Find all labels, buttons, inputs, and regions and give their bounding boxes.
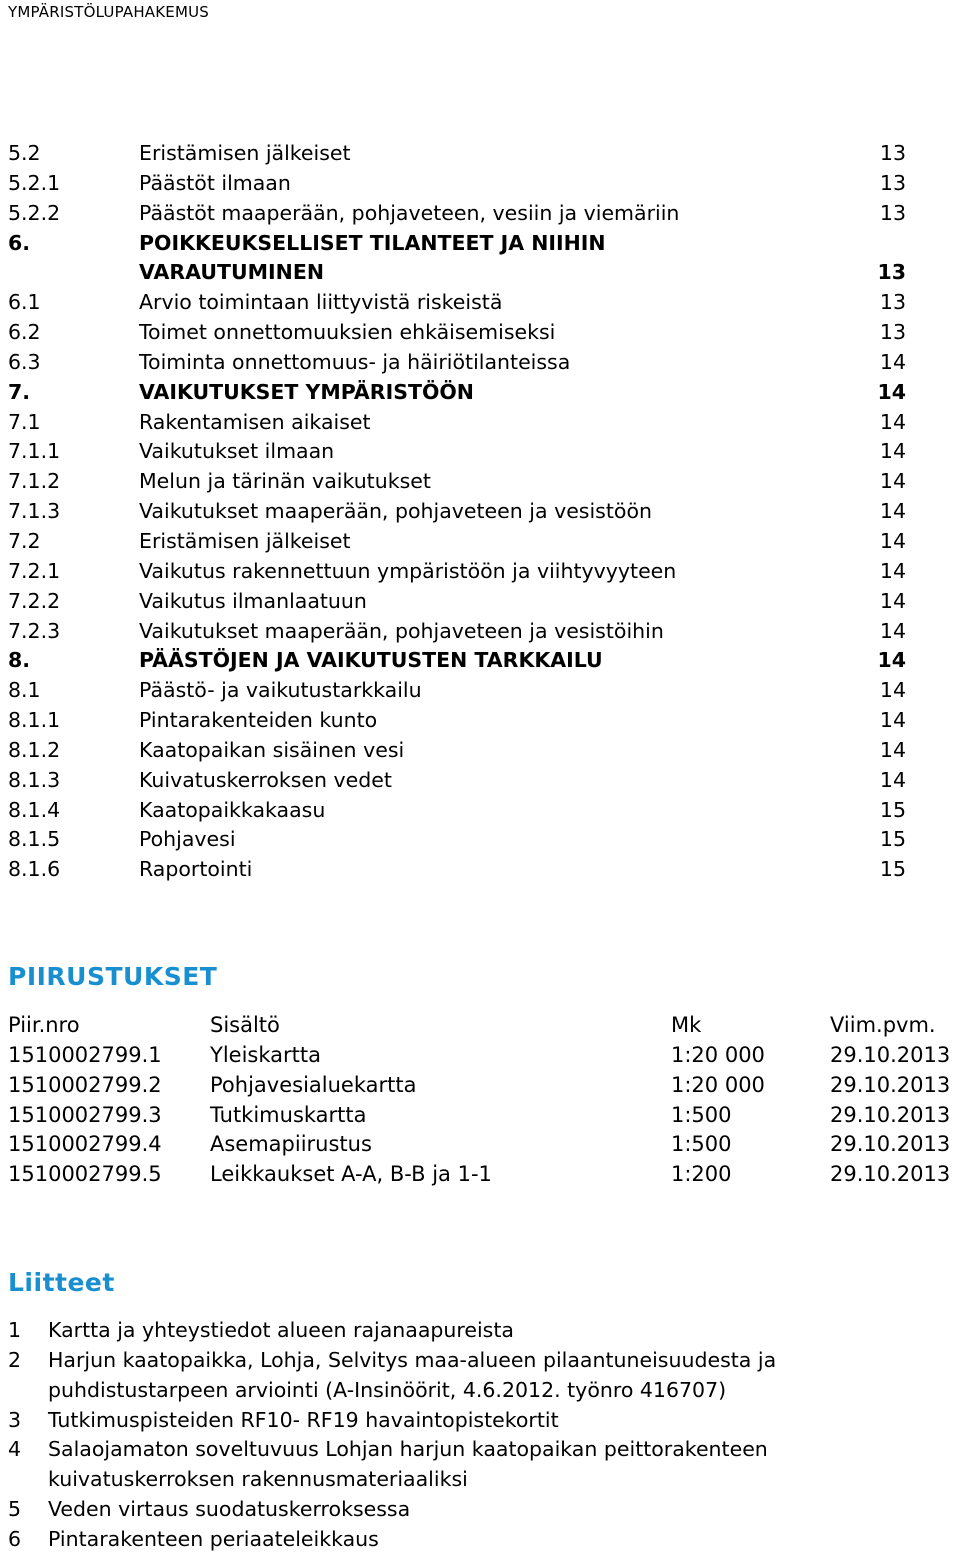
toc-entry-title: Arvio toimintaan liittyvistä riskeistä xyxy=(139,290,503,315)
table-row xyxy=(8,1130,960,1160)
toc-entry xyxy=(8,169,906,199)
toc-entry xyxy=(8,527,906,557)
drawing-number: 1510002799.5 xyxy=(8,1162,162,1187)
toc-entry-page: 14 xyxy=(877,379,906,404)
list-item xyxy=(8,1346,908,1406)
drawing-number: 1510002799.2 xyxy=(8,1072,162,1097)
drawings-heading: PIIRUSTUKSET xyxy=(8,962,218,991)
toc-entry-number: 7.2.3 xyxy=(8,618,61,643)
table-of-contents xyxy=(8,139,906,885)
toc-entry-number: 7.1 xyxy=(8,409,41,434)
toc-entry xyxy=(8,229,906,289)
toc-entry-page: 14 xyxy=(879,558,906,583)
toc-entry-title: Eristämisen jälkeiset xyxy=(139,141,351,165)
toc-entry-title: Rakentamisen aikaiset xyxy=(139,409,371,434)
toc-entry xyxy=(8,318,906,348)
toc-entry-number: 7.2.2 xyxy=(8,588,61,613)
toc-entry xyxy=(8,497,906,527)
toc-entry-title: Eristämisen jälkeiset xyxy=(139,528,351,553)
table-row xyxy=(8,1071,960,1101)
toc-entry-number: 7.1.3 xyxy=(8,499,61,524)
toc-entry xyxy=(8,408,906,438)
toc-entry xyxy=(8,617,906,647)
attachments-list xyxy=(8,1316,908,1555)
attachment-text: Tutkimuspisteiden RF10- RF19 havaintopistekortit xyxy=(48,1407,559,1432)
toc-entry-number: 8.1.1 xyxy=(8,708,61,733)
toc-entry-number: 7.2.1 xyxy=(8,558,61,583)
drawing-scale: 1:20 000 xyxy=(671,1042,765,1067)
attachment-number: 1 xyxy=(8,1318,22,1342)
toc-entry-number: 5.2.1 xyxy=(8,170,61,195)
toc-entry-title: Kaatopaikan sisäinen vesi xyxy=(139,737,405,762)
toc-entry-number: 8.1.3 xyxy=(8,767,61,792)
toc-entry-page: 14 xyxy=(879,678,906,703)
attachment-text: Veden virtaus suodatuskerroksessa xyxy=(48,1497,411,1522)
drawing-number: 1510002799.4 xyxy=(8,1132,162,1157)
toc-entry-title: PÄÄSTÖJEN JA VAIKUTUSTEN TARKKAILU xyxy=(139,648,603,673)
toc-entry-number: 6. xyxy=(8,230,31,255)
toc-entry-number: 5.2.2 xyxy=(8,200,61,225)
toc-entry xyxy=(8,825,906,855)
toc-entry-number: 7.1.2 xyxy=(8,469,61,494)
toc-entry-page: 14 xyxy=(879,349,906,374)
table-row xyxy=(8,1160,960,1190)
toc-entry-number: 8. xyxy=(8,648,31,673)
toc-entry-page: 14 xyxy=(879,409,906,434)
drawing-scale: 1:20 000 xyxy=(671,1072,765,1097)
toc-entry xyxy=(8,766,906,796)
attachment-number: 2 xyxy=(8,1347,22,1372)
attachments-heading: Liitteet xyxy=(8,1268,115,1297)
toc-entry-page: 15 xyxy=(879,797,906,822)
toc-entry-number: 7. xyxy=(8,379,31,404)
column-header-nro: Piir.nro xyxy=(8,1013,80,1037)
toc-entry-title: Toiminta onnettomuus- ja häiriötilanteissa xyxy=(139,349,571,374)
toc-entry-page: 14 xyxy=(879,618,906,643)
toc-entry xyxy=(8,646,906,676)
toc-entry-page: 13 xyxy=(879,170,906,195)
toc-entry-page: 15 xyxy=(879,827,906,852)
table-row xyxy=(8,1101,960,1131)
toc-entry xyxy=(8,288,906,318)
list-item xyxy=(8,1406,908,1436)
toc-entry-title: Pohjavesi xyxy=(139,827,236,852)
toc-entry-title: Pintarakenteiden kunto xyxy=(139,708,378,733)
drawing-scale: 1:500 xyxy=(671,1132,732,1157)
attachment-text: Salaojamaton soveltuvuus Lohjan harjun kaatopaikan peittorakenteen kuivatuskerroksen rakennusmateriaaliksi xyxy=(48,1437,768,1492)
toc-entry-page: 13 xyxy=(879,200,906,225)
toc-entry-title: Melun ja tärinän vaikutukset xyxy=(139,469,431,494)
drawing-date: 29.10.2013 xyxy=(830,1162,951,1187)
toc-entry-title: Toimet onnettomuuksien ehkäisemiseksi xyxy=(139,320,556,345)
drawing-date: 29.10.2013 xyxy=(830,1042,951,1067)
toc-entry-page: 14 xyxy=(879,528,906,553)
list-item xyxy=(8,1435,908,1495)
toc-entry-page: 14 xyxy=(879,469,906,494)
toc-entry-title: POIKKEUKSELLISET TILANTEET JA NIIHIN VARAUTUMINEN xyxy=(139,230,606,285)
toc-entry-page: 13 xyxy=(877,260,906,285)
toc-entry-number: 8.1.5 xyxy=(8,827,61,852)
toc-entry-title: Päästöt ilmaan xyxy=(139,170,291,195)
list-item xyxy=(8,1525,908,1555)
toc-entry-page: 14 xyxy=(879,439,906,464)
toc-entry-title: Vaikutukset maaperään, pohjaveteen ja vesistöön xyxy=(139,499,652,524)
toc-entry xyxy=(8,348,906,378)
toc-entry xyxy=(8,736,906,766)
drawing-date: 29.10.2013 xyxy=(830,1132,951,1157)
drawing-content: Leikkaukset A-A, B-B ja 1-1 xyxy=(210,1162,492,1187)
toc-entry-title: Vaikutukset maaperään, pohjaveteen ja vesistöihin xyxy=(139,618,664,643)
toc-entry-page: 14 xyxy=(879,767,906,792)
toc-entry-title: Vaikutus ilmanlaatuun xyxy=(139,588,367,613)
toc-entry-number: 8.1.4 xyxy=(8,797,61,822)
toc-entry xyxy=(8,378,906,408)
toc-entry xyxy=(8,676,906,706)
attachment-number: 5 xyxy=(8,1497,22,1522)
drawing-number: 1510002799.1 xyxy=(8,1042,162,1067)
toc-entry-page: 14 xyxy=(879,588,906,613)
toc-entry-title: Vaikutukset ilmaan xyxy=(139,439,335,464)
column-header-content: Sisältö xyxy=(210,1013,280,1037)
toc-entry-number: 6.2 xyxy=(8,320,41,345)
list-item xyxy=(8,1316,908,1346)
table-row xyxy=(8,1041,960,1071)
toc-entry-number: 8.1 xyxy=(8,678,41,703)
toc-entry xyxy=(8,587,906,617)
toc-entry xyxy=(8,706,906,736)
toc-entry-title: Vaikutus rakennettuun ympäristöön ja viihtyvyyteen xyxy=(139,558,677,583)
toc-entry-number: 6.3 xyxy=(8,349,41,374)
toc-entry-number: 6.1 xyxy=(8,290,41,315)
toc-entry xyxy=(8,199,906,229)
drawing-scale: 1:500 xyxy=(671,1102,732,1127)
toc-entry-page: 15 xyxy=(879,857,906,882)
toc-entry xyxy=(8,855,906,885)
toc-entry xyxy=(8,557,906,587)
drawings-header-row xyxy=(8,1011,960,1041)
drawing-date: 29.10.2013 xyxy=(830,1072,951,1097)
toc-entry-number: 8.1.2 xyxy=(8,737,61,762)
toc-entry-page: 14 xyxy=(879,499,906,524)
drawings-table xyxy=(8,1011,960,1190)
toc-entry xyxy=(8,467,906,497)
toc-entry-number: 8.1.6 xyxy=(8,857,61,882)
drawing-content: Tutkimuskartta xyxy=(210,1102,367,1127)
list-item xyxy=(8,1495,908,1525)
attachment-number: 3 xyxy=(8,1407,22,1432)
attachment-text: Pintarakenteen periaateleikkaus xyxy=(48,1526,379,1551)
drawing-date: 29.10.2013 xyxy=(830,1102,951,1127)
toc-entry-title: VAIKUTUKSET YMPÄRISTÖÖN xyxy=(139,379,474,404)
toc-entry-number: 7.1.1 xyxy=(8,439,61,464)
attachment-text: Harjun kaatopaikka, Lohja, Selvitys maa-alueen pilaantuneisuudesta ja puhdistustarpeen arviointi (A-Insinöörit, 4.6.2012. työnro 416707) xyxy=(48,1347,777,1402)
toc-entry-title: Päästö- ja vaikutustarkkailu xyxy=(139,678,422,703)
toc-entry-page: 14 xyxy=(879,737,906,762)
toc-entry-title: Kuivatuskerroksen vedet xyxy=(139,767,392,792)
toc-entry xyxy=(8,139,906,169)
document-header-title: YMPÄRISTÖLUPAHAKEMUS xyxy=(8,3,210,21)
toc-entry-title: Kaatopaikkakaasu xyxy=(139,797,326,822)
attachment-text: Kartta ja yhteystiedot alueen rajanaapureista xyxy=(48,1318,514,1342)
toc-entry-title: Raportointi xyxy=(139,857,253,882)
toc-entry-page: 13 xyxy=(879,141,906,165)
toc-entry-page: 14 xyxy=(879,708,906,733)
drawing-content: Yleiskartta xyxy=(210,1042,321,1067)
drawing-content: Asemapiirustus xyxy=(210,1132,372,1157)
toc-entry-title: Päästöt maaperään, pohjaveteen, vesiin ja viemäriin xyxy=(139,200,680,225)
toc-entry-number: 5.2 xyxy=(8,141,41,165)
drawing-content: Pohjavesialuekartta xyxy=(210,1072,417,1097)
drawing-scale: 1:200 xyxy=(671,1162,732,1187)
toc-entry-number: 7.2 xyxy=(8,528,41,553)
column-header-scale: Mk xyxy=(671,1013,702,1037)
toc-entry-page: 13 xyxy=(879,320,906,345)
toc-entry-page: 14 xyxy=(877,648,906,673)
attachment-number: 6 xyxy=(8,1526,22,1551)
toc-entry-page: 13 xyxy=(879,290,906,315)
toc-entry xyxy=(8,796,906,826)
attachment-number: 4 xyxy=(8,1437,22,1462)
drawing-number: 1510002799.3 xyxy=(8,1102,162,1127)
column-header-date: Viim.pvm. xyxy=(830,1013,936,1037)
toc-entry xyxy=(8,437,906,467)
